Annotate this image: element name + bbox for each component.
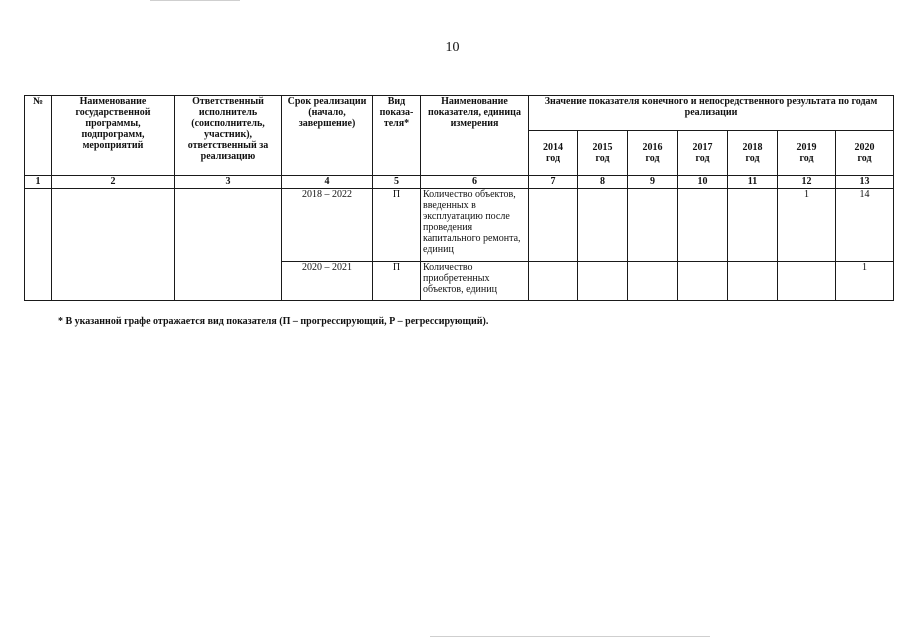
cell-indicator: Количество приобретенных объектов, единиц <box>421 262 529 301</box>
table-row <box>25 189 894 262</box>
header-year-2017: 2017 год <box>678 131 728 176</box>
header-year-2018: 2018 год <box>728 131 778 176</box>
column-number: 10 <box>678 176 728 189</box>
cell-program <box>52 189 175 301</box>
header-year-2015: 2015 год <box>578 131 628 176</box>
column-number: 3 <box>175 176 282 189</box>
cell-value-2016 <box>628 262 678 301</box>
header-year-2014: 2014 год <box>529 131 578 176</box>
cell-type: П <box>373 262 421 301</box>
cell-value-2014 <box>529 189 578 262</box>
cell-value-2015 <box>578 189 628 262</box>
column-number: 13 <box>836 176 894 189</box>
column-number: 2 <box>52 176 175 189</box>
cell-num <box>25 189 52 301</box>
header-num: № <box>25 96 52 176</box>
header-type: Вид показа-теля* <box>373 96 421 176</box>
header-year-2020: 2020 год <box>836 131 894 176</box>
column-number: 6 <box>421 176 529 189</box>
cell-value-2017 <box>678 262 728 301</box>
header-values-group: Значение показателя конечного и непосредственного результата по годам реализации <box>529 96 894 131</box>
indicators-table <box>24 95 894 301</box>
cell-value-2016 <box>628 189 678 262</box>
footnote: * В указанной графе отражается вид показателя (П – прогрессирующий, Р – регрессирующий). <box>58 316 489 327</box>
cell-value-2015 <box>578 262 628 301</box>
column-number: 4 <box>282 176 373 189</box>
column-number: 12 <box>778 176 836 189</box>
cell-value-2014 <box>529 262 578 301</box>
page-number: 10 <box>445 40 460 55</box>
cell-indicator: Количество объектов, введенных в эксплуатацию после проведения капитального ремонта, единиц <box>421 189 529 262</box>
cell-period: 2018 – 2022 <box>282 189 373 262</box>
header-program: Наименование государственной программы, подпрограмм, мероприятий <box>52 96 175 176</box>
cell-value-2020: 1 <box>836 262 894 301</box>
cell-value-2019 <box>778 262 836 301</box>
column-number: 7 <box>529 176 578 189</box>
cell-period: 2020 – 2021 <box>282 262 373 301</box>
header-indicator: Наименование показателя, единица измерения <box>421 96 529 176</box>
cell-value-2019: 1 <box>778 189 836 262</box>
cell-value-2018 <box>728 189 778 262</box>
header-period: Срок реализации (начало, завершение) <box>282 96 373 176</box>
cell-type: П <box>373 189 421 262</box>
cell-value-2017 <box>678 189 728 262</box>
cell-executor <box>175 189 282 301</box>
column-number: 9 <box>628 176 678 189</box>
column-number: 11 <box>728 176 778 189</box>
column-number: 5 <box>373 176 421 189</box>
header-year-2019: 2019 год <box>778 131 836 176</box>
column-number: 8 <box>578 176 628 189</box>
column-number: 1 <box>25 176 52 189</box>
header-year-2016: 2016 год <box>628 131 678 176</box>
column-numbers-row <box>25 176 894 189</box>
header-executor: Ответственный исполнитель (соисполнитель, участник), ответственный за реализацию <box>175 96 282 176</box>
cell-value-2018 <box>728 262 778 301</box>
cell-value-2020: 14 <box>836 189 894 262</box>
